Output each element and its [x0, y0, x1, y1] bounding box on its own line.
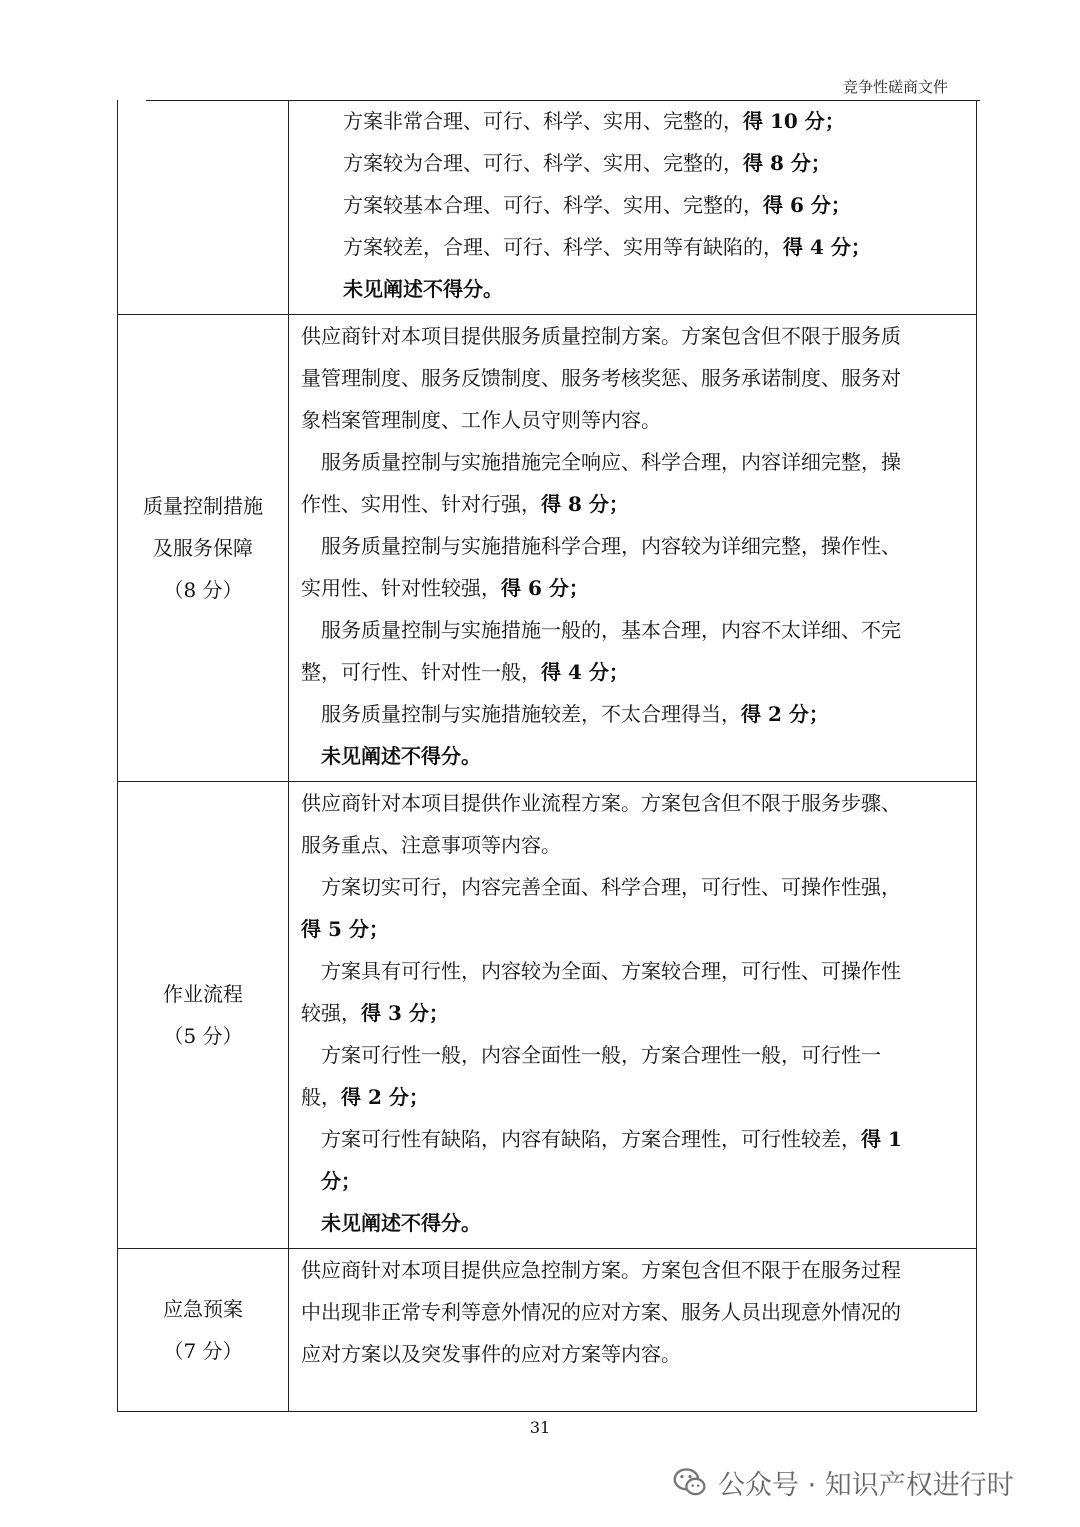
criteria-score-text: 得 6 分； [501, 576, 589, 600]
criteria-text: 服务质量控制与实施措施一般的，基本合理，内容不太详细、不完 [321, 618, 901, 642]
criteria-score-text: 得 4 分； [783, 235, 871, 259]
criteria-line [301, 142, 970, 184]
criteria-text: 方案较差，合理、可行、科学、实用等有缺陷的， [343, 235, 783, 259]
criteria-line [301, 184, 970, 226]
criteria-line [301, 441, 970, 483]
criteria-line [301, 226, 970, 268]
criteria-line [301, 525, 970, 567]
criteria-score-text: 未见阐述不得分。 [343, 277, 503, 301]
category-label-line: 质量控制措施 [143, 494, 263, 518]
watermark [672, 1462, 1014, 1502]
criteria-line [301, 1160, 970, 1202]
category-cell [118, 315, 289, 782]
criteria-text: 服务重点、注意事项等内容。 [301, 833, 561, 857]
criteria-text: 作性、实用性、针对行强， [301, 492, 541, 516]
table-row [118, 315, 977, 782]
criteria-line [301, 782, 970, 824]
category-label-line: 应急预案 [163, 1297, 243, 1321]
criteria-line [301, 824, 970, 866]
criteria-score-text: 得 10 分； [743, 109, 845, 133]
criteria-score-text: 得 5 分； [301, 917, 389, 941]
criteria-text: 方案具有可行性，内容较为全面、方案较合理，可行性、可操作性 [321, 959, 901, 983]
criteria-cell [289, 1249, 977, 1412]
criteria-text: 实用性、针对性较强， [301, 576, 501, 600]
criteria-score-text: 得 4 分； [541, 660, 629, 684]
criteria-cell [289, 315, 977, 782]
criteria-score-text: 分； [321, 1169, 361, 1193]
category-label-line: 作业流程 [163, 982, 243, 1006]
criteria-text: 象档案管理制度、工作人员守则等内容。 [301, 408, 661, 432]
criteria-text: 服务质量控制与实施措施科学合理，内容较为详细完整，操作性、 [321, 534, 901, 558]
criteria-text: 般， [301, 1085, 341, 1109]
criteria-text: 方案切实可行，内容完善全面、科学合理，可行性、可操作性强， [321, 875, 901, 899]
criteria-line [301, 1291, 970, 1333]
wechat-icon [672, 1464, 708, 1500]
criteria-line [301, 1249, 970, 1291]
criteria-line [301, 693, 970, 735]
criteria-text: 较强， [301, 1001, 361, 1025]
criteria-text: 应对方案以及突发事件的应对方案等内容。 [301, 1342, 681, 1366]
criteria-line [301, 268, 970, 310]
criteria-line [301, 908, 970, 950]
criteria-text: 中出现非正常专利等意外情况的应对方案、服务人员出现意外情况的 [301, 1300, 901, 1324]
criteria-line [301, 866, 970, 908]
scoring-table [117, 100, 977, 1412]
table-row [118, 782, 977, 1249]
criteria-text: 供应商针对本项目提供作业流程方案。方案包含但不限于服务步骤、 [301, 791, 901, 815]
criteria-text: 服务质量控制与实施措施完全响应、科学合理，内容详细完整，操 [321, 450, 901, 474]
criteria-line [301, 992, 970, 1034]
criteria-score-text: 得 8 分； [541, 492, 629, 516]
watermark-text: 公众号 · 知识产权进行时 [718, 1469, 1014, 1501]
criteria-line [301, 1118, 970, 1160]
criteria-line [301, 399, 970, 441]
criteria-score-text: 得 2 分； [341, 1085, 429, 1109]
criteria-text: 方案较为合理、可行、科学、实用、完整的， [343, 151, 743, 175]
table-row [118, 100, 977, 315]
criteria-cell [289, 100, 977, 315]
criteria-text: 方案可行性有缺陷，内容有缺陷，方案合理性，可行性较差， [321, 1127, 861, 1151]
page-number: 31 [529, 1418, 551, 1437]
category-cell [118, 782, 289, 1249]
criteria-score-text: 得 6 分； [763, 193, 851, 217]
table-row [118, 1249, 977, 1412]
category-score: （7 分） [163, 1339, 243, 1363]
criteria-score-text: 得 1 [861, 1127, 902, 1151]
category-score: （5 分） [163, 1024, 243, 1048]
criteria-line [301, 1034, 970, 1076]
criteria-line [301, 950, 970, 992]
criteria-text: 方案可行性一般，内容全面性一般，方案合理性一般，可行性一 [321, 1043, 881, 1067]
document-header-title: 竞争性磋商文件 [842, 78, 948, 96]
criteria-line [301, 357, 970, 399]
criteria-line [301, 651, 970, 693]
criteria-line [301, 735, 970, 777]
criteria-score-text: 未见阐述不得分。 [321, 1211, 481, 1235]
criteria-line [301, 1202, 970, 1244]
criteria-line [301, 483, 970, 525]
criteria-line [301, 567, 970, 609]
category-cell [118, 100, 289, 315]
category-label-line: 及服务保障 [153, 536, 253, 560]
category-cell [118, 1249, 289, 1412]
criteria-text: 供应商针对本项目提供服务质量控制方案。方案包含但不限于服务质 [301, 324, 901, 348]
criteria-score-text: 未见阐述不得分。 [321, 744, 481, 768]
criteria-text: 服务质量控制与实施措施较差，不太合理得当， [321, 702, 741, 726]
criteria-text: 供应商针对本项目提供应急控制方案。方案包含但不限于在服务过程 [301, 1258, 901, 1282]
criteria-text: 方案较基本合理、可行、科学、实用、完整的， [343, 193, 763, 217]
criteria-text: 量管理制度、服务反馈制度、服务考核奖惩、服务承诺制度、服务对 [301, 366, 901, 390]
criteria-line [301, 609, 970, 651]
criteria-line [301, 100, 970, 142]
criteria-text: 方案非常合理、可行、科学、实用、完整的， [343, 109, 743, 133]
criteria-text: 整，可行性、针对性一般， [301, 660, 541, 684]
category-score: （8 分） [163, 578, 243, 602]
criteria-line [301, 315, 970, 357]
criteria-score-text: 得 3 分； [361, 1001, 449, 1025]
criteria-cell [289, 782, 977, 1249]
criteria-score-text: 得 8 分； [743, 151, 831, 175]
criteria-line [301, 1333, 970, 1375]
criteria-line [301, 1076, 970, 1118]
criteria-score-text: 得 2 分； [741, 702, 829, 726]
